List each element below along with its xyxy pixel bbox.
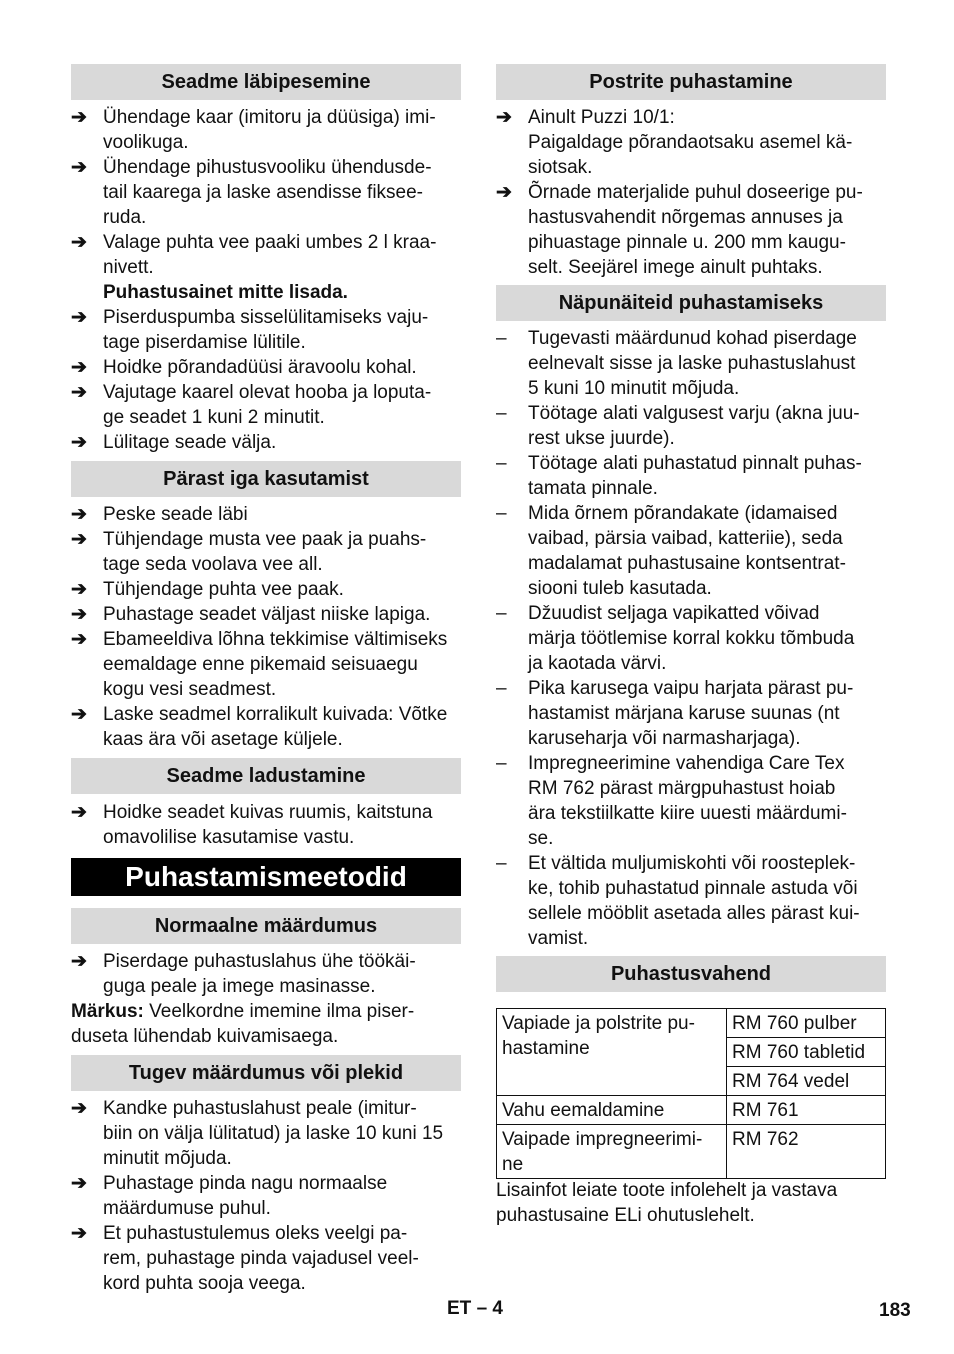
list-item-text: Piserduspumba sisselülitamiseks vaju- tage piserdamise lülitile. bbox=[103, 307, 429, 353]
list-item-text: Ühendage pihustusvooliku ühendusde- tail kaarega ja laske asendisse fiksee- ruda. bbox=[103, 157, 432, 228]
list-item-text: Töötage alati valgusest varju (akna juu- rest ukse juurde). bbox=[528, 403, 860, 449]
list-item-text: Et vältida muljumiskohti või roosteplek- ke, tohib puhastatud pinnale astuda või sellele mööblit asetada alles pärast kui- vamist. bbox=[528, 853, 860, 949]
table-cell-value: RM 762 bbox=[727, 1125, 886, 1179]
table-cell-value: RM 760 tabletid bbox=[727, 1038, 886, 1067]
list-item-text: Ühendage kaar (imitoru ja düüsiga) imi- voolikuga. bbox=[103, 107, 436, 153]
table-row bbox=[497, 1009, 886, 1038]
dash-bullet-icon: – bbox=[496, 453, 507, 474]
list-item bbox=[71, 430, 461, 455]
arrow-bullet-icon: ➔ bbox=[71, 629, 87, 650]
table-cell-label: Vahu eemaldamine bbox=[497, 1096, 727, 1125]
arrow-bullet-icon: ➔ bbox=[71, 604, 87, 625]
list-item-text: Vajutage kaarel olevat hooba ja loputa- ge seadet 1 kuni 2 minutit. bbox=[103, 382, 432, 428]
arrow-bullet-icon: ➔ bbox=[71, 529, 87, 550]
dash-bullet-icon: – bbox=[496, 853, 507, 874]
list-item-text: Laske seadmel korralikult kuivada: Võtke kaas ära või asetage küljele. bbox=[103, 704, 448, 750]
arrow-bullet-icon: ➔ bbox=[71, 232, 87, 253]
table-cell-value: RM 761 bbox=[727, 1096, 886, 1125]
local-page: – 4 bbox=[476, 1298, 503, 1319]
arrow-bullet-icon: ➔ bbox=[496, 107, 512, 128]
list-item bbox=[496, 326, 886, 401]
arrow-bullet-icon: ➔ bbox=[71, 704, 87, 725]
list-item bbox=[71, 355, 461, 380]
list-item-text: Puhastage pinda nagu normaalse määrdumuse puhul. bbox=[103, 1173, 388, 1219]
dash-bullet-icon: – bbox=[496, 328, 507, 349]
list-item-text: Tühjendage puhta vee paak. bbox=[103, 579, 344, 600]
list-item-text: Kandke puhastuslahust peale (imitur- biin on välja lülitatud) ja laske 10 kuni 15 minutit mõjuda. bbox=[103, 1098, 444, 1169]
list-item-text: Impregneerimine vahendiga Care Tex RM 762 pärast märgpuhastust hoiab ära tekstiilkatte kiire uuesti määrdumi- se. bbox=[528, 753, 847, 849]
chapter-title: Puhastamismeetodid bbox=[71, 858, 461, 896]
list-item-text: Mida õrnem põrandakate (idamaised vaibad, pärsia vaibad, katteriie), seda madalamat puhastusaine kontsentrat- siooni tuleb kasutada. bbox=[528, 503, 846, 599]
list-item bbox=[71, 502, 461, 527]
arrow-bullet-icon: ➔ bbox=[71, 157, 87, 178]
list-item bbox=[71, 380, 461, 430]
section-title-upholstery: Postrite puhastamine bbox=[496, 64, 886, 100]
table-cell-value: RM 760 pulber bbox=[727, 1009, 886, 1038]
dash-bullet-icon: – bbox=[496, 603, 507, 624]
dash-bullet-icon: – bbox=[496, 503, 507, 524]
right-column bbox=[496, 64, 886, 1228]
list-item bbox=[71, 702, 461, 752]
section-title-heavy-soiling: Tugev määrdumus või plekid bbox=[71, 1055, 461, 1091]
note-label: Märkus: bbox=[71, 1001, 144, 1022]
rinsing-list bbox=[71, 105, 461, 280]
list-item-text: Ainult Puzzi 10/1: Paigaldage põrandaotsaku asemel kä- siotsak. bbox=[528, 107, 853, 178]
dash-bullet-icon: – bbox=[496, 403, 507, 424]
list-item bbox=[496, 180, 886, 280]
list-item-text: Ebameeldiva lõhna tekkimise vältimiseks eemaldage enne pikemaid seisuaegu kogu vesi seadmest. bbox=[103, 629, 448, 700]
list-item bbox=[71, 1171, 461, 1221]
list-item bbox=[71, 1221, 461, 1296]
arrow-bullet-icon: ➔ bbox=[71, 432, 87, 453]
list-item-text: Tugevasti määrdunud kohad piserdage eelnevalt sisse ja laske puhastuslahust 5 kuni 10 minutit mõjuda. bbox=[528, 328, 857, 399]
arrow-bullet-icon: ➔ bbox=[71, 357, 87, 378]
table-cell-value: RM 764 vedel bbox=[727, 1067, 886, 1096]
list-item bbox=[71, 949, 461, 999]
list-item-text: Lülitage seade välja. bbox=[103, 432, 277, 453]
list-item bbox=[71, 230, 461, 280]
list-item-text: Hoidke seadet kuivas ruumis, kaitstuna omavolilise kasutamise vastu. bbox=[103, 802, 433, 848]
list-item-text: Peske seade läbi bbox=[103, 504, 248, 525]
list-item bbox=[71, 105, 461, 155]
list-item bbox=[496, 105, 886, 180]
normal-soiling-note bbox=[71, 999, 461, 1049]
list-item-text: Et puhastustulemus oleks veelgi pa- rem, puhastage pinda vajadusel veel- kord puhta sooja veega. bbox=[103, 1223, 419, 1294]
table-cell-label: Vaipade impregneerimi- ne bbox=[497, 1125, 727, 1179]
cleaning-tips-list bbox=[496, 326, 886, 951]
table-cell-label: Vapiade ja polstrite pu- hastamine bbox=[497, 1009, 727, 1096]
note-text: Veelkordne imemine ilma piser- duseta lühendab kuivamisaega. bbox=[71, 1001, 415, 1047]
arrow-bullet-icon: ➔ bbox=[71, 951, 87, 972]
list-item-text: Puhastage seadet väljast niiske lapiga. bbox=[103, 604, 431, 625]
after-use-list bbox=[71, 502, 461, 752]
list-item bbox=[496, 451, 886, 501]
list-item-text: Tühjendage musta vee paak ja puahs- tage seda voolava vee all. bbox=[103, 529, 427, 575]
list-item bbox=[496, 851, 886, 951]
section-title-detergent: Puhastusvahend bbox=[496, 956, 886, 992]
arrow-bullet-icon: ➔ bbox=[71, 1223, 87, 1244]
dash-bullet-icon: – bbox=[496, 753, 507, 774]
list-item bbox=[71, 1096, 461, 1171]
list-item bbox=[496, 751, 886, 851]
list-item bbox=[71, 305, 461, 355]
rinsing-list-2 bbox=[71, 305, 461, 455]
storage-list bbox=[71, 800, 461, 850]
list-item-text: Töötage alati puhastatud pinnalt puhas- tamata pinnale. bbox=[528, 453, 862, 499]
list-item bbox=[71, 155, 461, 230]
section-title-cleaning-tips: Näpunäiteid puhastamiseks bbox=[496, 285, 886, 321]
detergent-footnote: Lisainfot leiate toote infolehelt ja vastava puhastusaine ELi ohutuslehelt. bbox=[496, 1180, 838, 1226]
section-title-after-use: Pärast iga kasutamist bbox=[71, 461, 461, 497]
arrow-bullet-icon: ➔ bbox=[71, 504, 87, 525]
list-item bbox=[71, 800, 461, 850]
list-item-text: Piserdage puhastuslahus ühe töökäi- guga peale ja imege masinasse. bbox=[103, 951, 416, 997]
footer-language bbox=[447, 1296, 503, 1321]
list-item bbox=[496, 676, 886, 751]
arrow-bullet-icon: ➔ bbox=[71, 307, 87, 328]
list-item-text: Pika karusega vaipu harjata pärast pu- hastamist märjana karuse suunas (nt karuseharja või narmasharjaga). bbox=[528, 678, 854, 749]
language-code: ET bbox=[447, 1298, 472, 1319]
arrow-bullet-icon: ➔ bbox=[71, 1098, 87, 1119]
list-item bbox=[71, 577, 461, 602]
heavy-soiling-list bbox=[71, 1096, 461, 1296]
arrow-bullet-icon: ➔ bbox=[71, 382, 87, 403]
section-title-rinsing: Seadme läbipesemine bbox=[71, 64, 461, 100]
page-number: 183 bbox=[879, 1300, 911, 1321]
arrow-bullet-icon: ➔ bbox=[71, 802, 87, 823]
arrow-bullet-icon: ➔ bbox=[496, 182, 512, 203]
arrow-bullet-icon: ➔ bbox=[71, 1173, 87, 1194]
table-row bbox=[497, 1125, 886, 1179]
list-item bbox=[71, 527, 461, 577]
dash-bullet-icon: – bbox=[496, 678, 507, 699]
list-item-text: Hoidke põrandadüüsi äravoolu kohal. bbox=[103, 357, 417, 378]
detergent-table bbox=[496, 1008, 886, 1179]
list-item-text: Džuudist seljaga vapikatted võivad märja töötlemise korral kokku tõmbuda ja kaotada värvi. bbox=[528, 603, 855, 674]
list-item-text: Valage puhta vee paaki umbes 2 l kraa- nivett. bbox=[103, 232, 437, 278]
arrow-bullet-icon: ➔ bbox=[71, 579, 87, 600]
upholstery-list bbox=[496, 105, 886, 280]
list-item bbox=[496, 601, 886, 676]
table-row bbox=[497, 1096, 886, 1125]
left-column bbox=[71, 64, 461, 1296]
arrow-bullet-icon: ➔ bbox=[71, 107, 87, 128]
section-title-normal-soiling: Normaalne määrdumus bbox=[71, 908, 461, 944]
list-item bbox=[71, 627, 461, 702]
list-item bbox=[71, 602, 461, 627]
list-item bbox=[496, 401, 886, 451]
normal-soiling-list bbox=[71, 949, 461, 999]
section-title-storage: Seadme ladustamine bbox=[71, 758, 461, 794]
list-item bbox=[496, 501, 886, 601]
rinsing-note: Puhastusainet mitte lisada. bbox=[103, 282, 348, 303]
list-item-text: Õrnade materjalide puhul doseerige pu- hastusvahendit nõrgemas annuses ja pihuastage pinnale u. 200 mm kaugu- selt. Seejärel imege ainult puhtaks. bbox=[528, 182, 863, 278]
